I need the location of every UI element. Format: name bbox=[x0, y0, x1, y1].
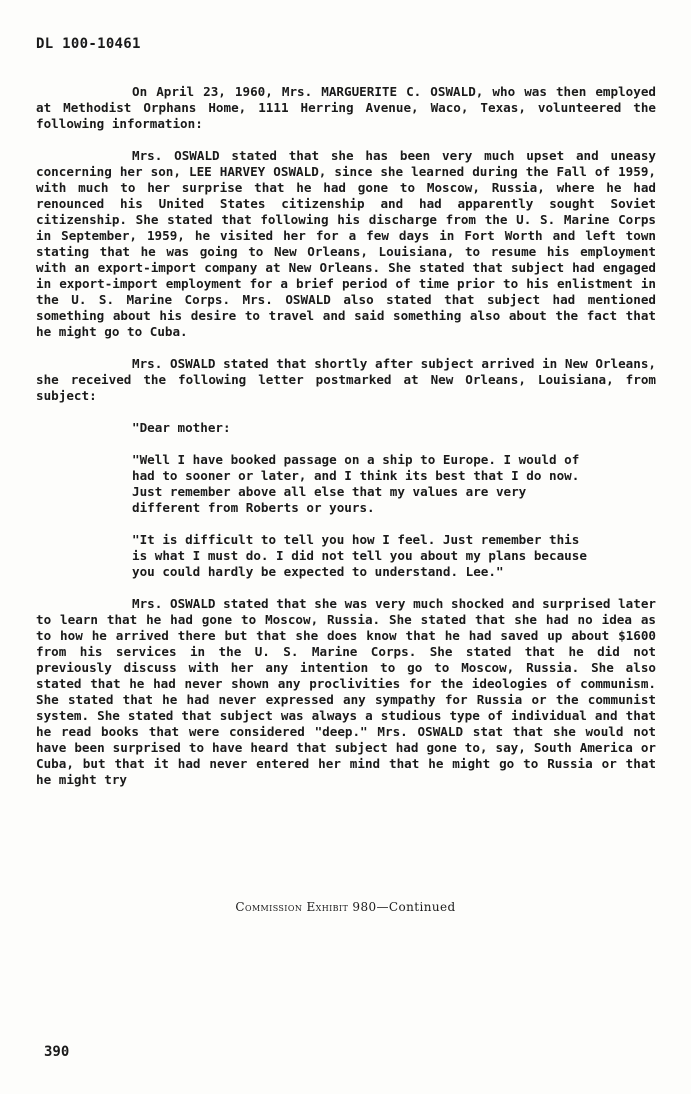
letter-paragraph: "Well I have booked passage on a ship to Europe. I would of had to sooner or later, and I think its best that I do now. Just remember above all else that my values are very different from Roberts or yours. bbox=[132, 452, 580, 515]
intro-paragraph: On April 23, 1960, Mrs. MARGUERITE C. OSWALD, who was then employed at Methodist Orphans Home, 1111 Herring Avenue, Waco, Texas, volunteered the following information: bbox=[36, 84, 656, 131]
letter-intro-paragraph: Mrs. OSWALD stated that shortly after subject arrived in New Orleans, she received the following letter postmarked at New Orleans, Louisiana, from subject: bbox=[36, 356, 656, 403]
closing-paragraph: Mrs. OSWALD stated that she was very much shocked and surprised later to learn that he had gone to Moscow, Russia. She stated that she had no idea as to how he arrived there but that she does know that he had saved up about $1600 from his services in the U. S. Marine Corps. She stated that he did not previously discuss with her any intention to go to Moscow, Russia. She also stated that he had never shown any proclivities for the ideologies of communism. She stated that he had never expressed any sympathy for Russia or the communist system. She stated that subject was always a studious type of individual and that he read books that were considered "deep." Mrs. OSWALD stat that she would not have been surprised to have heard that subject had gone to, say, South America or Cuba, but that it had never entered her mind that he might go to Russia or that he might try bbox=[36, 596, 656, 787]
statement-paragraph: Mrs. OSWALD stated that she has been very much upset and uneasy concerning her son, LEE HARVEY OSWALD, since she learned during the Fall of 1959, with much to her surprise that he had gone to Moscow, Russia, where he had renounced his United States citizenship and had apparently sought Soviet citizenship. She stated that following his discharge from the U. S. Marine Corps in September, 1959, he visited her for a few days in Fort Worth and left town stating that he was going to New Orleans, Louisiana, to resume his employment with an export-import company at New Orleans. She stated that subject had engaged in export-import employment for a brief period of time prior to his enlistment in the U. S. Marine Corps. Mrs. OSWALD also stated that subject had mentioned something about his desire to travel and said something also about the fact that he might go to Cuba. bbox=[36, 148, 656, 339]
letter-paragraph: "It is difficult to tell you how I feel. Just remember this is what I must do. I did not tell you about my plans because you could hardly be expected to understand. Lee." bbox=[132, 532, 587, 579]
file-number: DL 100-10461 bbox=[36, 36, 141, 52]
document-body bbox=[36, 84, 656, 804]
exhibit-caption-continued: —Continued bbox=[376, 900, 456, 914]
exhibit-caption bbox=[0, 900, 691, 914]
page-number: 390 bbox=[44, 1044, 70, 1060]
exhibit-caption-title: Commission Exhibit 980 bbox=[235, 900, 377, 914]
letter-salutation: "Dear mother: bbox=[132, 420, 231, 435]
quoted-letter bbox=[36, 420, 656, 580]
